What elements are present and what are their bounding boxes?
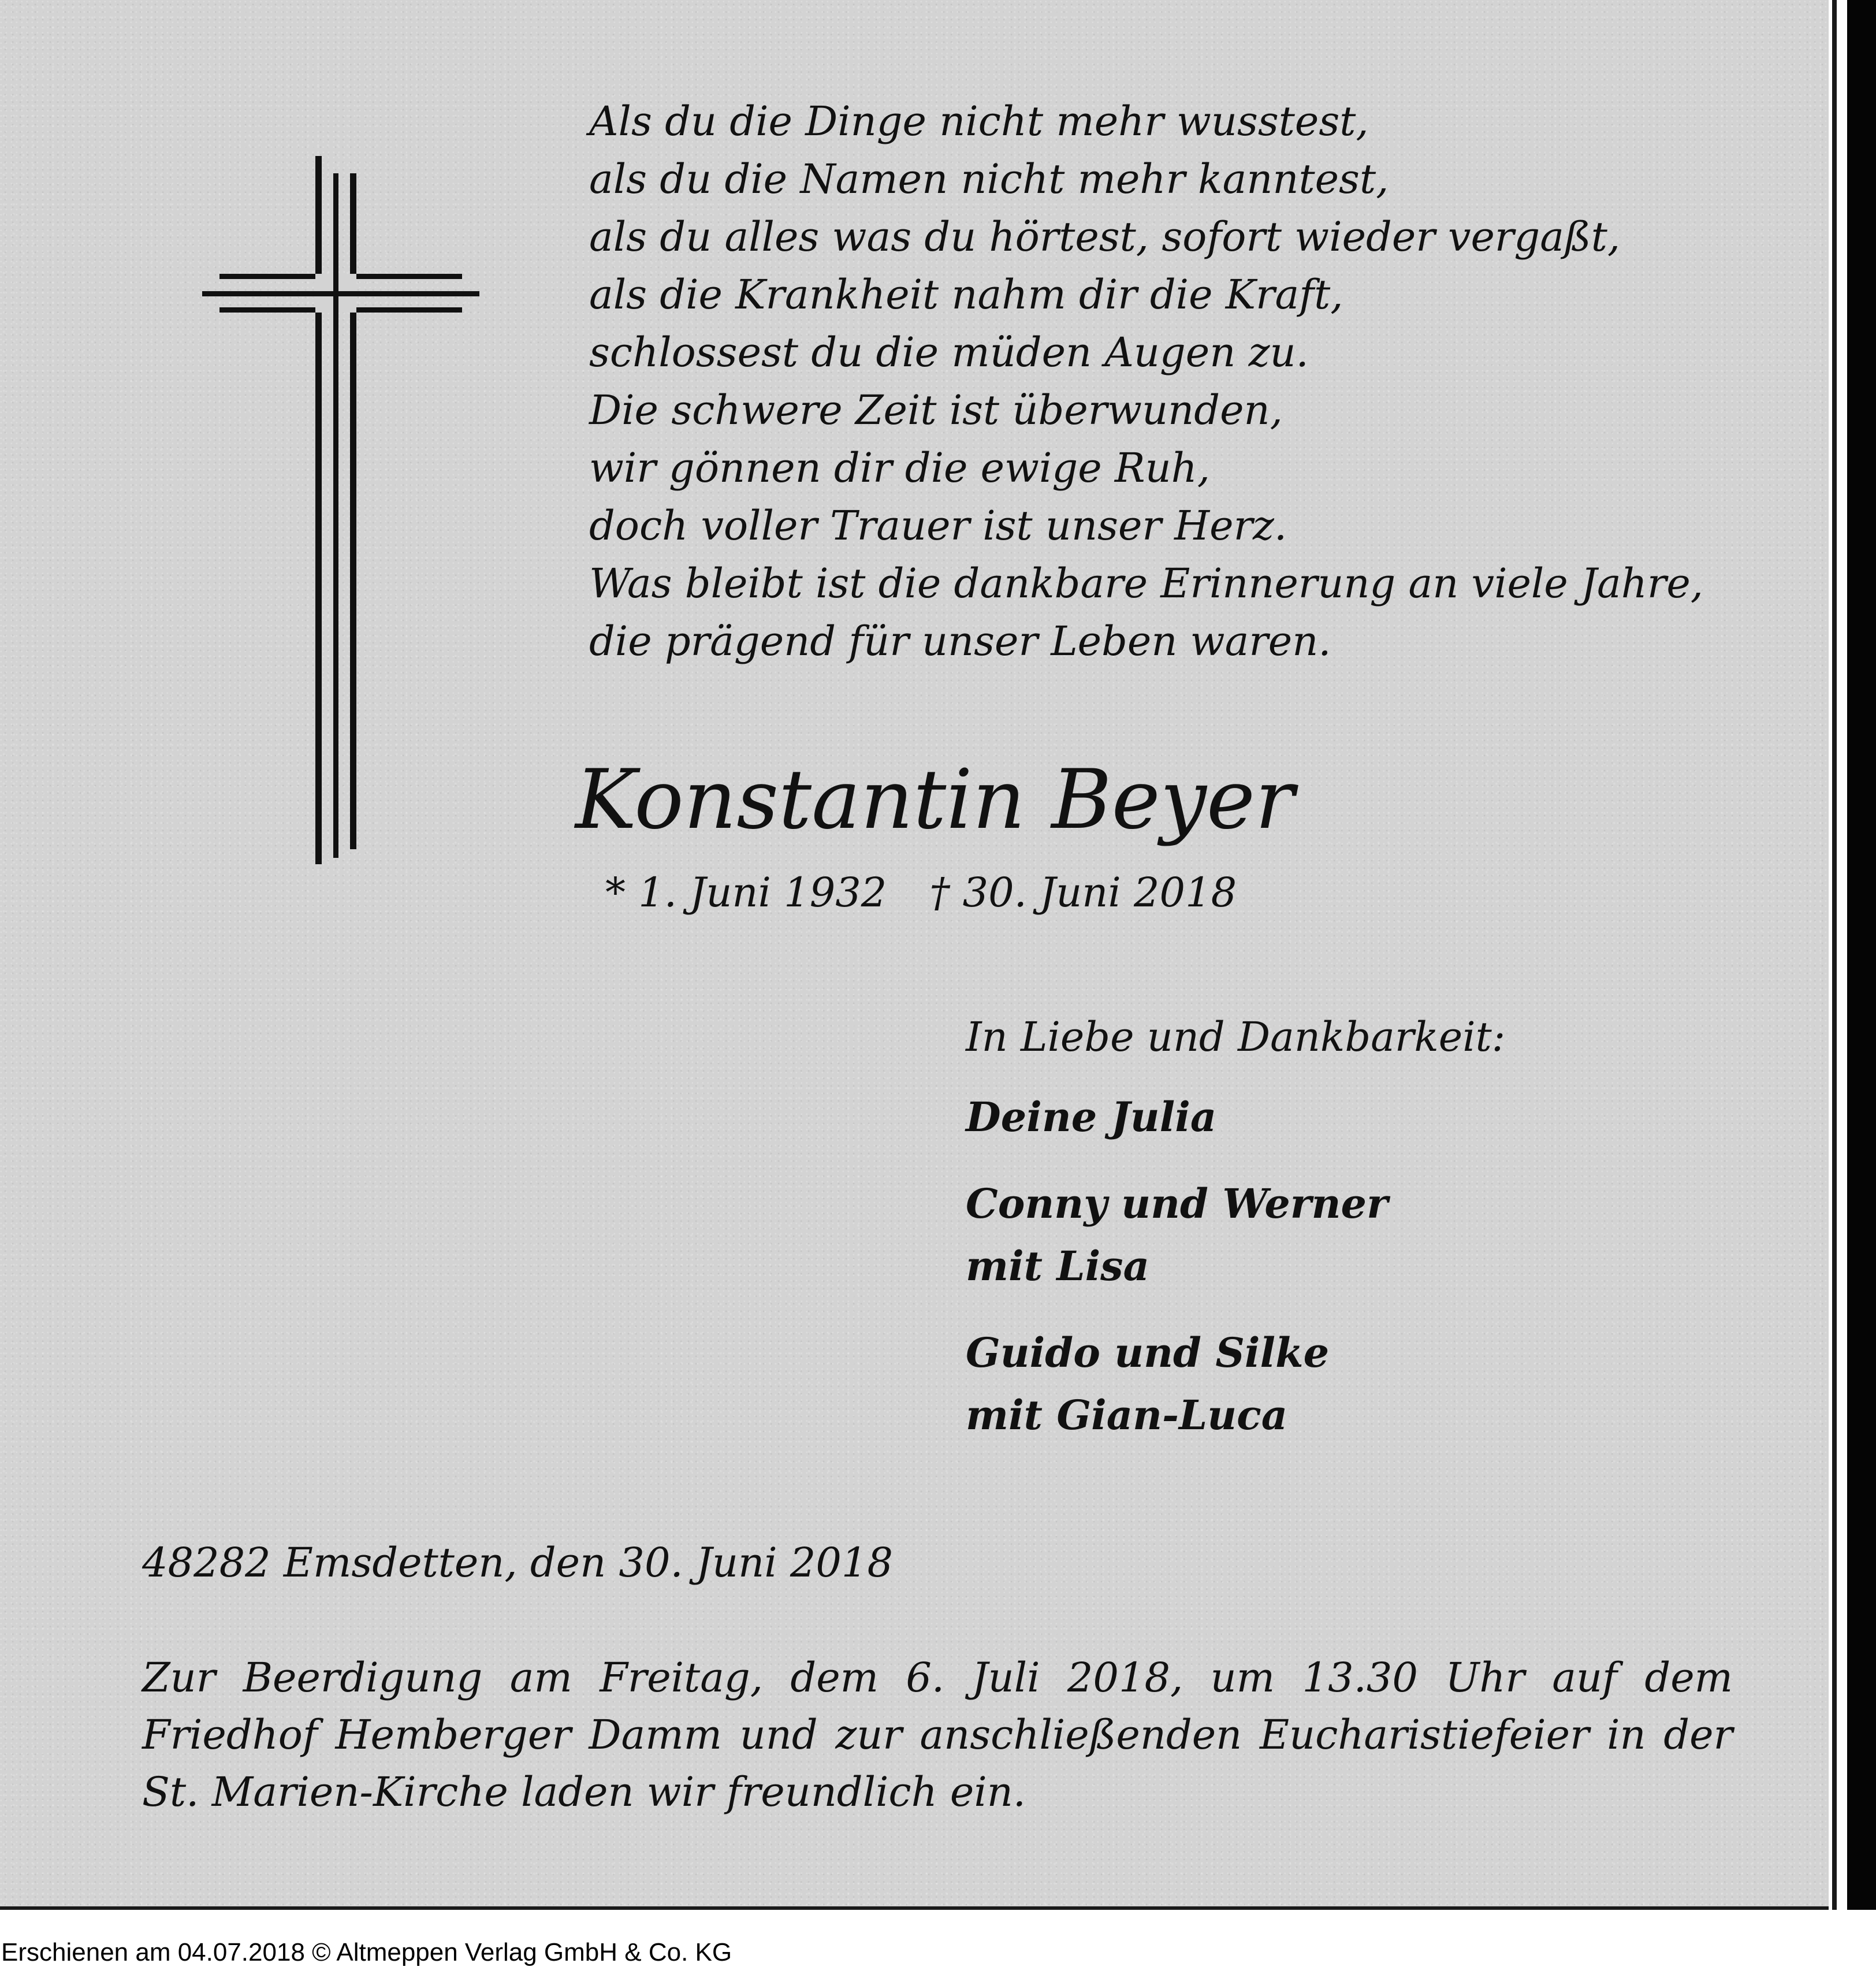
mourner-line: mit Lisa (966, 1242, 1149, 1290)
poem (589, 92, 1703, 670)
life-dates (605, 864, 1237, 921)
deceased-name: Konstantin Beyer (575, 752, 1294, 847)
mourner-line: mit Gian-Luca (966, 1391, 1288, 1439)
border-line (1832, 0, 1837, 1910)
mourners (966, 1008, 1505, 1471)
poem-line: als du die Namen nicht mehr kanntest, (589, 155, 1389, 203)
birth-date: * 1. Juni 1932 (605, 869, 887, 916)
poem-line: die prägend für unser Leben waren. (589, 618, 1331, 665)
poem-line: als du alles was du hörtest, sofort wieder vergaßt, (589, 213, 1621, 261)
cross-icon (202, 156, 479, 867)
funeral-notice: Zur Beerdigung am Freitag, dem 6. Juli 2018, um 13.30 Uhr auf dem Friedhof Hemberger Damm und zur anschließenden Eucharistiefeier in der St. Marien-Kirche laden wir freundlich ein. (142, 1654, 1733, 1816)
place-date: 48282 Emsdetten, den 30. Juni 2018 (142, 1539, 893, 1586)
mourner-group (966, 1322, 1505, 1447)
mourner-group (966, 1173, 1505, 1297)
death-date: † 30. Juni 2018 (929, 869, 1237, 916)
poem-line: doch voller Trauer ist unser Herz. (589, 502, 1287, 549)
border-bar (1847, 0, 1876, 1910)
mourner-line: Deine Julia (966, 1093, 1217, 1141)
poem-line: schlossest du die müden Augen zu. (589, 329, 1309, 376)
mourners-intro: In Liebe und Dankbarkeit: (966, 1013, 1506, 1061)
mourner-line: Guido und Silke (966, 1329, 1330, 1377)
poem-line: Was bleibt ist die dankbare Erinnerung an viele Jahre, (589, 560, 1703, 607)
poem-line: Die schwere Zeit ist überwunden, (589, 386, 1283, 434)
mourner-line: Conny und Werner (966, 1180, 1388, 1228)
mourner-group (966, 1086, 1505, 1148)
poem-line: Als du die Dinge nicht mehr wusstest, (589, 98, 1369, 145)
poem-line: als die Krankheit nahm dir die Kraft, (589, 271, 1343, 318)
publication-caption: Erschienen am 04.07.2018 © Altmeppen Verlag GmbH & Co. KG (1, 1938, 732, 1966)
poem-line: wir gönnen dir die ewige Ruh, (589, 444, 1211, 492)
